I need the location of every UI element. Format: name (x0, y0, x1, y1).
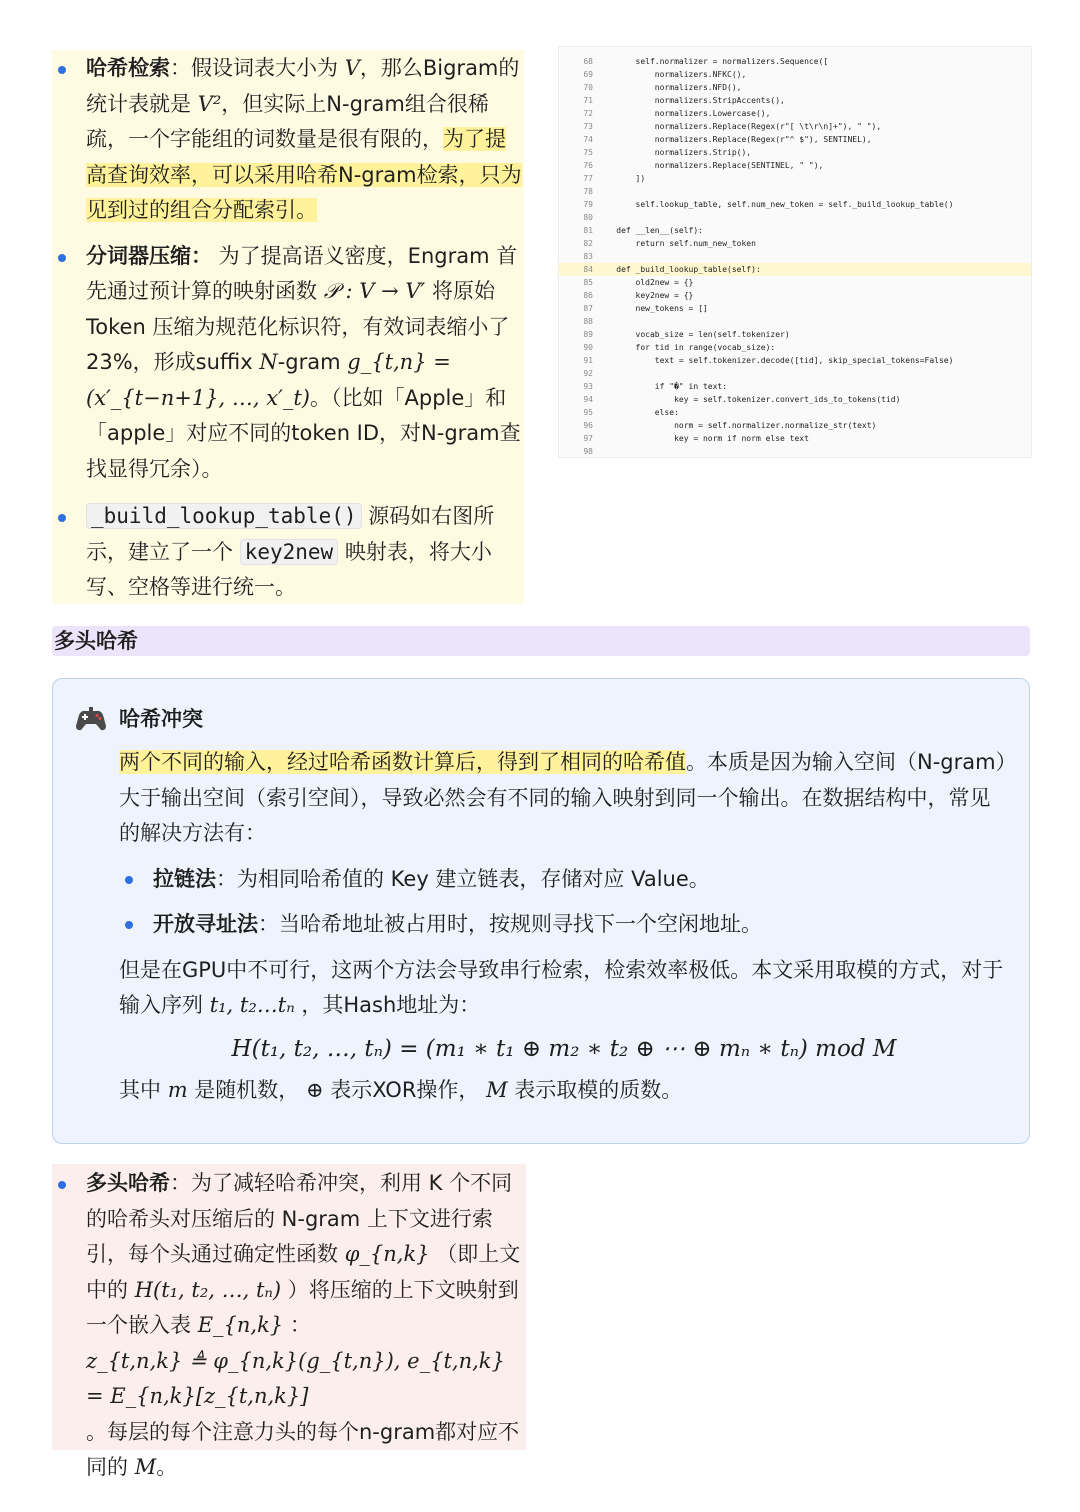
bullet-hash-retrieval (52, 51, 524, 229)
code-text: new_tokens = [] (597, 304, 708, 313)
highlighted-text: 两个不同的输入，经过哈希函数计算后，得到了相同的哈希值 (119, 750, 686, 774)
bullet-text: ，但实际上N-gram组合很稀疏，一个字能组的词数量是很有限的， (86, 91, 489, 151)
hash-formula: H(t₁, t₂, …, tₙ) = (m₁ ∗ t₁ ⊕ m₂ ∗ t₂ ⊕ ⋯ ⊕ mₙ ∗ tₙ) mod M (231, 1035, 897, 1062)
code-line (559, 354, 1031, 367)
code-line (559, 302, 1031, 315)
callout-text: ，其Hash地址为： (294, 993, 481, 1017)
bullet-text: 源码如右图所示，建立了一个 (86, 504, 495, 564)
bullet-text: ： (283, 1313, 311, 1337)
code-line (559, 172, 1031, 185)
method-chaining (119, 862, 1009, 898)
inline-code: key2new (240, 539, 339, 565)
line-number: 93 (583, 382, 593, 391)
code-line (559, 393, 1031, 406)
code-text: else: (597, 408, 679, 417)
bullet-dot (125, 876, 133, 884)
code-line (559, 263, 1031, 276)
callout-text: 是随机数， (187, 1078, 306, 1102)
code-line (559, 237, 1031, 250)
code-text: normalizers.NFKC(), (597, 70, 747, 79)
bullet-build-lookup (52, 499, 524, 606)
code-line (559, 120, 1031, 133)
bullet-dot (58, 66, 66, 74)
bullet-text: -gram (277, 350, 348, 374)
line-number: 92 (583, 369, 593, 378)
code-line (559, 185, 1031, 198)
line-number: 79 (583, 200, 593, 209)
code-line (559, 107, 1031, 120)
math-var: N (259, 350, 278, 374)
line-number: 91 (583, 356, 593, 365)
bullet-term: 分词器压缩： (86, 243, 212, 268)
line-number: 97 (583, 434, 593, 443)
math-var: M (134, 1455, 157, 1479)
line-number: 83 (583, 252, 593, 261)
math-var: M (486, 1078, 508, 1102)
callout-title: 哈希冲突 (119, 707, 203, 731)
inline-code: _build_lookup_table() (86, 503, 362, 529)
code-text: key2new = {} (597, 291, 694, 300)
callout-text: 但是在GPU中不可行，这两个方法会导致串行检索，检索效率极低。本文采用取模的方式，对于输入序列 (119, 957, 1004, 1017)
code-screenshot (558, 46, 1032, 458)
method-desc: ：为相同哈希值的 Key 建立链表，存储对应 Value。 (216, 866, 710, 891)
top-bullet-list (52, 50, 524, 606)
bullet-text: 。 (156, 1455, 178, 1479)
code-text: normalizers.StripAccents(), (597, 96, 785, 105)
code-text: def _build_lookup_table(self): (597, 265, 761, 274)
line-number: 77 (583, 174, 593, 183)
code-line (559, 276, 1031, 289)
code-line (559, 146, 1031, 159)
hash-collision-callout (52, 678, 1030, 1144)
callout-intro (119, 745, 1009, 852)
bullet-dot (125, 921, 133, 929)
math-var: ⊕ (305, 1078, 324, 1102)
callout-text: 表示XOR操作， (323, 1078, 487, 1102)
bullet-text: 将原始 Token 压缩为规范化标识符，有效词表缩小了 23%，形成suffix (86, 279, 510, 374)
line-number: 68 (583, 57, 593, 66)
code-text: ]) (597, 174, 646, 183)
bullet-dot (58, 514, 66, 522)
code-line (559, 367, 1031, 380)
code-line (559, 419, 1031, 432)
math-var: V² (197, 91, 222, 116)
callout-text: 。本质是因为输入空间（N-gram）大于输出空间（索引空间），导致必然会有不同的输入映射到同一个输出。在数据结构中，常见的解决方法有： (119, 750, 1007, 845)
line-number: 78 (583, 187, 593, 196)
code-line (559, 328, 1031, 341)
gamepad-icon (75, 705, 107, 733)
math-var: m (167, 1078, 188, 1102)
code-line (559, 211, 1031, 224)
line-number: 80 (583, 213, 593, 222)
code-line (559, 432, 1031, 445)
method-open-addressing (119, 907, 1009, 943)
line-number: 85 (583, 278, 593, 287)
line-number: 88 (583, 317, 593, 326)
code-line (559, 81, 1031, 94)
code-text: normalizers.Replace(Regex(r"[ \t\r\n]+"), " "), (597, 122, 882, 131)
code-text: normalizers.Lowercase(), (597, 109, 771, 118)
code-text: normalizers.NFD(), (597, 83, 742, 92)
bullet-multi-head-hash (52, 1166, 526, 1486)
code-line (559, 289, 1031, 302)
math-var: V (344, 56, 360, 80)
line-number: 89 (583, 330, 593, 339)
code-line (559, 341, 1031, 354)
code-text: vocab_size = len(self.tokenizer) (597, 330, 790, 339)
code-line (559, 55, 1031, 68)
code-line (559, 315, 1031, 328)
bullet-tokenizer-compression (52, 239, 524, 488)
math-var: φ_{n,k} (344, 1242, 430, 1266)
bullet-term: 多头哈希 (86, 1171, 170, 1195)
math-var: E_{n,k} (197, 1313, 284, 1337)
line-number: 95 (583, 408, 593, 417)
code-text: normalizers.Strip(), (597, 148, 752, 157)
math-formula: z_{t,n,k} ≜ φ_{n,k}(g_{t,n}), e_{t,n,k} = E_{n,k}[z_{t,n,k}] (86, 1348, 505, 1408)
code-line (559, 68, 1031, 81)
code-text: norm = self.normalizer.normalize_str(text) (597, 421, 877, 430)
code-text: return self.num_new_token (597, 239, 756, 248)
callout-text: 表示取模的质数。 (507, 1078, 683, 1102)
callout-body (119, 745, 1009, 1109)
code-line (559, 159, 1031, 172)
code-text: if "�" in text: (597, 382, 728, 391)
code-line (559, 224, 1031, 237)
code-text: def __len__(self): (597, 226, 703, 235)
bullet-text: ）将压缩的上下文映射到一个嵌入表 (86, 1277, 519, 1337)
code-text: key = norm if norm else text (597, 434, 809, 443)
line-number: 86 (583, 291, 593, 300)
code-text: normalizers.Replace(SENTINEL, " "), (597, 161, 824, 170)
bullet-dot (58, 1181, 66, 1189)
method-term: 拉链法 (153, 866, 216, 891)
code-line (559, 406, 1031, 419)
bullet-text: ：假设词表大小为 (170, 56, 345, 80)
line-number: 84 (583, 265, 593, 274)
bullet-text: 映射表，将大小写、空格等进行统一。 (86, 539, 492, 599)
bullet-term: 哈希检索 (86, 56, 170, 80)
line-number: 82 (583, 239, 593, 248)
bullet-text: ，那么Bigram的统计表就是 (86, 56, 520, 116)
callout-para2 (119, 953, 1009, 1024)
code-text: old2new = {} (597, 278, 694, 287)
code-line (559, 445, 1031, 458)
line-number: 72 (583, 109, 593, 118)
line-number: 87 (583, 304, 593, 313)
bullet-text: （即上文中的 (86, 1242, 521, 1302)
line-number: 96 (583, 421, 593, 430)
code-text: for tid in range(vocab_size): (597, 343, 776, 352)
code-text: text = self.tokenizer.decode([tid], skip_special_tokens=False) (597, 356, 954, 365)
code-line (559, 133, 1031, 146)
highlighted-text: 为了提高查询效率，可以采用哈希N-gram检索，只为见到过的组合分配索引。 (86, 127, 522, 222)
code-lines (559, 47, 1031, 458)
line-number: 81 (583, 226, 593, 235)
bullet-dot (58, 254, 66, 262)
line-number: 74 (583, 135, 593, 144)
code-text: self.normalizer = normalizers.Sequence([ (597, 57, 829, 66)
code-line (559, 198, 1031, 211)
line-number: 71 (583, 96, 593, 105)
code-line (559, 250, 1031, 263)
line-number: 98 (583, 447, 593, 456)
code-text: normalizers.Replace(Regex(r"^ $"), SENTINEL), (597, 135, 872, 144)
callout-para3 (119, 1073, 1009, 1109)
line-number: 76 (583, 161, 593, 170)
method-desc: ：当哈希地址被占用时，按规则寻找下一个空闲地址。 (258, 912, 762, 936)
line-number: 73 (583, 122, 593, 131)
math-formula: H(t₁, t₂, …, tₙ) (134, 1277, 282, 1302)
callout-text: 其中 (119, 1078, 168, 1102)
bullet-text: 。每层的每个注意力头的每个n-gram都对应不同的 (86, 1419, 520, 1479)
line-number: 75 (583, 148, 593, 157)
line-number: 94 (583, 395, 593, 404)
bottom-bullet-list (52, 1166, 526, 1486)
bullet-text: ：为了减轻哈希冲突，利用 K 个不同的哈希头对压缩后的 N-gram 上下文进行索引，每个头通过确定性函数 (86, 1171, 513, 1266)
line-number: 90 (583, 343, 593, 352)
line-number: 69 (583, 70, 593, 79)
line-number: 70 (583, 83, 593, 92)
code-line (559, 380, 1031, 393)
math-formula: 𝒫 : V → V′ (323, 279, 426, 303)
math-formula: g_{t,n} = (x′_{t−n+1}, …, x′_t) (86, 350, 451, 410)
bullet-text: 。（比如「Apple」和「apple」对应不同的token ID，对N-gram查找显得冗余）。 (86, 385, 521, 481)
bullet-text: 为了提高语义密度，Engram 首先通过预计算的映射函数 (86, 243, 518, 303)
method-term: 开放寻址法 (153, 912, 258, 936)
math-var: t₁, t₂…tₙ (209, 993, 295, 1017)
section-heading: 多头哈希 (52, 626, 1030, 656)
code-line (559, 94, 1031, 107)
code-text: key = self.tokenizer.convert_ids_to_tokens(tid) (597, 395, 901, 404)
code-text: self.lookup_table, self.num_new_token = self._build_lookup_table() (597, 200, 954, 209)
